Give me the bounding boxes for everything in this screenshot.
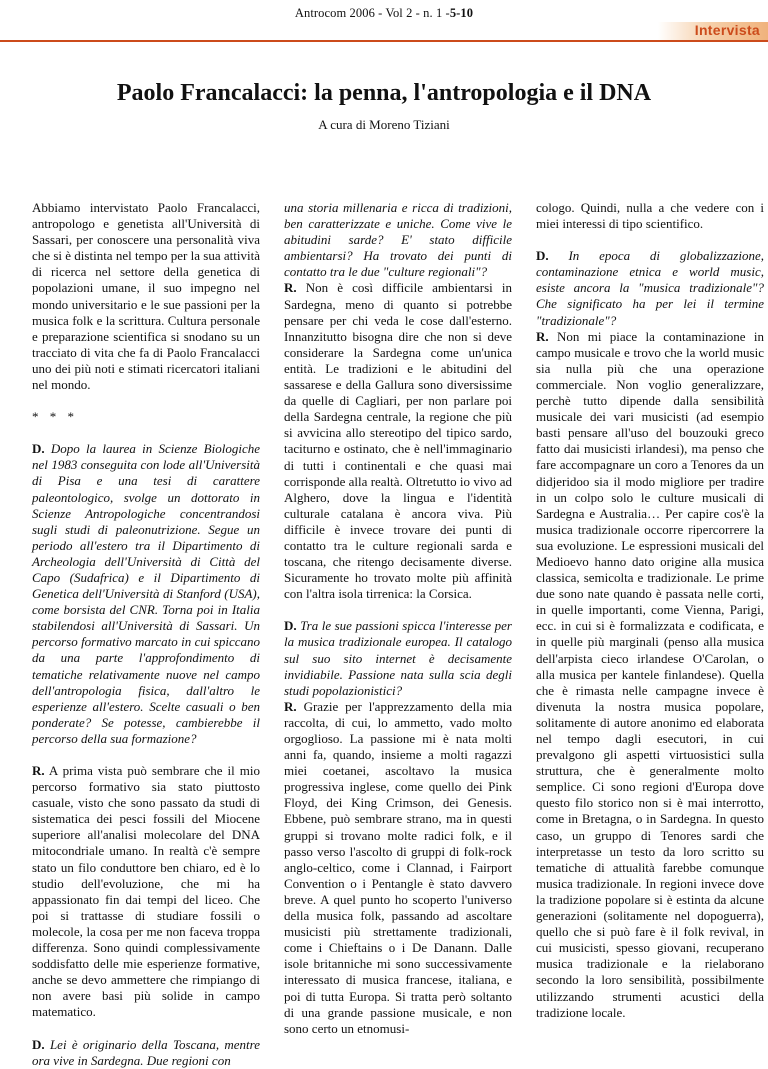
answer-paragraph-cont: cologo. Quindi, nulla a che vedere con i miei interessi di tipo scientifico.	[536, 200, 764, 232]
question-text: Lei è originario della Toscana, mentre ora vive in Sardegna. Due regioni con	[32, 1036, 260, 1068]
question-paragraph	[284, 618, 512, 698]
answer-paragraph	[536, 329, 764, 1021]
text-column-1	[32, 200, 260, 1069]
question-text: In epoca di globalizzazione, contaminazione etnica e world music, esiste ancora la "musica tradizionale"? Che significato ha per lei il termine "tradizionale"?	[536, 248, 764, 328]
question-lead: D.	[536, 248, 549, 264]
intro-paragraph: Abbiamo intervistato Paolo Francalacci, antropologo e genetista all'Università di Sassari, per conoscere una personalità viva che si è distinta nel tempo per la sua attività di ricerca nel settore della genetica di popolazioni umane, il suo impegno nel mondo universitario e le sue passioni per la musica folk e la scrittura. Cultura personale e preparazione scientifica si snodano su un tracciato di vita che fa di Paolo Francalacci uno dei più noti e stimati ricercatori italiani nel mondo.	[32, 200, 260, 393]
header-divider	[0, 40, 768, 42]
article-byline: A cura di Moreno Tiziani	[318, 117, 450, 132]
section-separator: * * *	[32, 409, 78, 425]
section-tag	[658, 22, 768, 40]
question-text: Tra le sue passioni spicca l'interesse per la musica tradizionale europea. Il catalogo sul suo sito internet è decisamente invidiabile. Passione nata sulla scia degli studi popolazionistici?	[284, 618, 512, 698]
question-lead: D.	[32, 1036, 45, 1052]
answer-lead: R.	[32, 763, 45, 778]
question-paragraph	[536, 248, 764, 328]
page-range: 5-10	[449, 6, 474, 20]
article-title: Paolo Francalacci: la penna, l'antropologia e il DNA	[116, 80, 652, 106]
text-column-3	[536, 200, 764, 1037]
answer-paragraph	[284, 699, 512, 1037]
question-paragraph	[32, 1037, 260, 1069]
answer-paragraph	[284, 280, 512, 602]
answer-lead: R.	[284, 698, 297, 714]
question-lead: D.	[32, 441, 45, 457]
answer-text: Grazie per l'apprezzamento della mia raccolta, di cui, lo ammetto, vado molto orgoglioso. La passione mi è nata molti anni fa, quando, insieme a molti ragazzi miei coetanei, ascoltavo la musica progressiva inglese, come quello dei Pink Floyd, dei King Crimson, dei Genesis. Ebbene, può sembrare strano, ma in questi gruppi si trovano molte radici folk, e il passo verso l'ascolto di gruppi di folk-rock anglo-celtico, come i Clannad, i Fairport Convention o i Pentangle è stato davvero breve. A quel punto ho scoperto l'universo della musica folk, passando ad ascoltare musicisti più strettamente tradizionali, come i Chieftains o i De Danann. Dalle isole britanniche mi sono successivamente interessato di musica francese, italiana, e poi di tutta Europa. Si tratta però soltanto di una grande passione musicale, e non sono certo un etnomusi-	[284, 698, 512, 1036]
text-column-2	[284, 200, 512, 1053]
question-lead: D.	[284, 618, 297, 634]
question-paragraph-cont: una storia millenaria e ricca di tradizioni, ben caratterizzate e uniche. Come vive le abitudini sarde? E' stato difficile ambientarsi? Ha trovato dei punti di contatto tra le due "culture regionali"?	[284, 200, 512, 280]
answer-lead: R.	[284, 280, 297, 296]
question-text: Dopo la laurea in Scienze Biologiche nel 1983 conseguita con lode all'Università di Pisa e una tesi di carattere paleontologico, svolge un dottorato in Scienze Antropologiche concentrandosi sugli studi di paleonutrizione. Segue un periodo all'estero tra il Dipartimento di Archeologia dell'Università di Città del Capo (Sudafrica) e il Dipartimento di Genetica dell'Università di Stanford (USA), come borsista del CNR. Torna poi in Italia stabilendosi all'Università di Sassari. Un percorso formativo marcato in cui spiccano da una parte l'approfondimento di tematiche relativamente nuove nel campo dell'antropologia fisica, dall'altro le esperienze all'estero. Scelte casuali o ben ponderate? Se potesse, cambierebbe il percorso della sua formazione?	[32, 441, 260, 746]
answer-text: Non è così difficile ambientarsi in Sardegna, meno di quanto si potrebbe pensare per chi veda le cose dall'esterno. Innanzitutto bisogna dire che non si deve considerare la Sardegna come un'unica entità. Le tradizioni e le abitudini del sassarese e della Gallura sono diversissime da quelle di Cagliari, per non parlare poi della Sardegna centrale, la regione che più si avvicina allo stereotipo del tipico sardo, taciturno e ostinato, che è nell'immaginario di tutti i continentali e che quasi mai corrisponde alla realtà. Oltretutto io vivo ad Alghero, dove la lingua e l'identità culturale catalana è ancora viva. Più difficile è invece trovare dei punti di contatto tra le culture regionali sarda e toscana, che ritengo decisamente diverse. Sicuramente ho trovato molte più affinità con l'altra isola tirrenica: la Corsica.	[284, 280, 512, 602]
answer-lead: R.	[536, 328, 549, 344]
question-paragraph	[32, 441, 260, 747]
section-label: Intervista	[694, 22, 760, 38]
journal-header	[0, 6, 768, 21]
answer-paragraph	[32, 763, 260, 1021]
journal-citation: Antrocom 2006 - Vol 2 - n. 1 -	[294, 6, 450, 20]
answer-text: A prima vista può sembrare che il mio percorso formativo sia stato piuttosto casuale, visto che sono passato da studi di sistematica dei pesci fossili del Miocene superiore all'analisi molecolare del DNA mitocondriale umano. In realtà c'è sempre stato un filo conduttore ben chiaro, ed è lo studio dell'evoluzione, che mi ha appassionato fin dai tempi del liceo. Che poi si trattasse di studiare fossili o molecole, la cosa per me non faceva troppa differenza. Sono quindi complessivamente soddisfatto delle mie esperienze formative, anche se devo ammettere che rimpiango di non avere basi più solide in campo matematico.	[32, 763, 260, 1020]
answer-text: Non mi piace la contaminazione in campo musicale e trovo che la world music sia nulla più che una operazione commerciale. Non voglio generalizzare, perchè tutto dipende dalla sensibilità musicale dei vari musicisti (ad esempio basti pensare all'uso del bouzouki greco fatto dai musicisti irlandesi), ma penso che fare accompagnare un coro a Tenores da un didjeridoo sia il modo migliore per tradire in un colpo solo le culture musicali di Sardegna e Australia… Per capire cos'è la musica tradizionale occorre ripercorrere la sua evoluzione. Le espressioni musicali del Medioevo hanno dato origine alla musica classica, semicolta e tradizionale. Le prime due sono nate quando è passata nelle corti, in quelle importanti, come Vienna, Parigi, ecc. in cui si è formalizzata e codificata, e in quelle più marginali (penso alla musica dell'arpista cieco irlandese O'Carolan, o alla musica per kantele finlandese). Quella che è rimasta nelle campagne invece è divenuta la nostra musica popolare, solitamente di autore anonimo ed elaborata nel tempo dagli esecutori, in cui prevalgono gli aspetti virtuosistici sulla struttura, che è generalmente molto semplice. Ci sono regioni d'Europa dove questo filo storico non si è mai interrotto, come in Bretagna, o in Sardegna. In questo caso, un gruppo di Tenores sardi che interpretasse un testo da loro scritto su tematiche di attualità farebbe comunque musica tradizionale. In regioni invece dove la tradizione popolare si è estinta da alcune generazioni (solitamente nel dopoguerra), quello che si può fare è il folk revival, in cui musicisti, spesso giovani, recuperano musica tradizionale e la rielaborano secondo la loro sensibilità, possibilmente utilizzando strumenti acustici della tradizione locale.	[536, 328, 764, 1020]
